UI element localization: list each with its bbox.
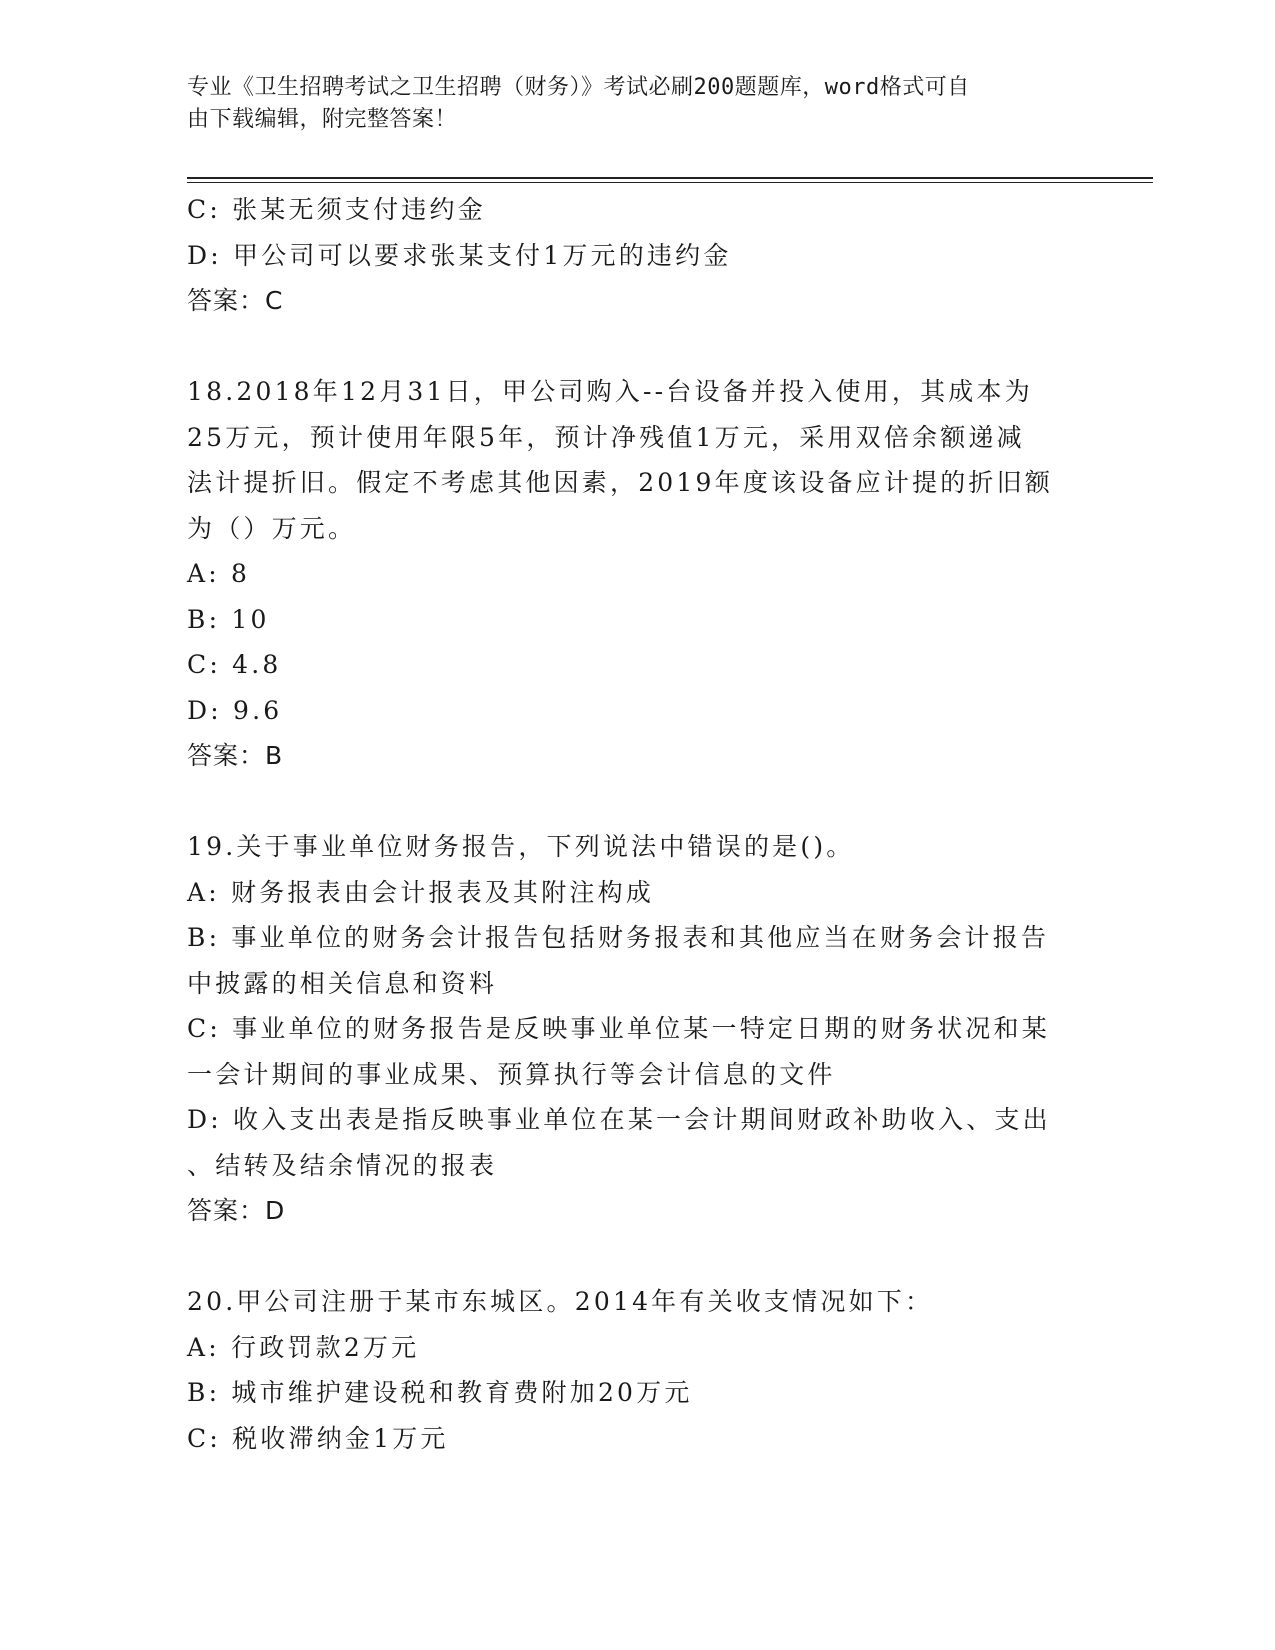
- option-b: B: 10: [187, 604, 270, 634]
- question-stem-line: 18.2018年12月31日，甲公司购入--台设备并投入使用，其成本为: [187, 377, 1033, 406]
- question-17: [187, 187, 1067, 324]
- option-c-line-1: C: 事业单位的财务报告是反映事业单位某一特定日期的财务状况和某: [187, 1014, 1050, 1043]
- option-d: D: 9.6: [187, 695, 283, 725]
- header-divider-thin: [187, 182, 1153, 183]
- option-b-line-1: B: 事业单位的财务会计报告包括财务报表和其他应当在财务会计报告: [187, 923, 1050, 952]
- answer: 答案：B: [187, 741, 284, 770]
- option-d-line-1: D: 收入支出表是指反映事业单位在某一会计期间财政补助收入、支出: [187, 1105, 1051, 1134]
- question-stem-line: 25万元，预计使用年限5年，预计净残值1万元，采用双倍余额递减: [187, 422, 1025, 452]
- option-a: A: 行政罚款2万元: [187, 1332, 420, 1362]
- question-stem: 19.关于事业单位财务报告，下列说法中错误的是()。: [187, 832, 855, 861]
- option-c: C: 张某无须支付违约金: [187, 195, 486, 224]
- question-stem: 20.甲公司注册于某市东城区。2014年有关收支情况如下：: [187, 1287, 934, 1316]
- header-line-1: 专业《卫生招聘考试之卫生招聘（财务）》考试必刷200题题库，word格式可自: [187, 75, 970, 100]
- question-20: [187, 1279, 1067, 1461]
- document-header: [187, 72, 1067, 136]
- option-b: B: 城市维护建设税和教育费附加20万元: [187, 1378, 693, 1407]
- answer: 答案：C: [187, 286, 284, 315]
- header-divider-thick: [187, 177, 1153, 179]
- option-b-line-2: 中披露的相关信息和资料: [187, 968, 498, 998]
- document-body: [187, 187, 1067, 1461]
- option-c-line-2: 一会计期间的事业成果、预算执行等会计信息的文件: [187, 1059, 836, 1089]
- option-d-line-2: 、结转及结余情况的报表: [187, 1150, 498, 1180]
- question-stem-line: 法计提折旧。假定不考虑其他因素，2019年度该设备应计提的折旧额: [187, 468, 1054, 497]
- option-a: A: 8: [187, 559, 251, 588]
- option-d: D: 甲公司可以要求张某支付1万元的违约金: [187, 240, 732, 270]
- option-c: C: 税收滞纳金1万元: [187, 1423, 449, 1453]
- question-19: [187, 824, 1067, 1234]
- question-18: [187, 369, 1067, 779]
- question-stem-line: 为（）万元。: [187, 513, 357, 543]
- option-a: A: 财务报表由会计报表及其附注构成: [187, 877, 655, 907]
- header-line-2: 由下载编辑，附完整答案！: [187, 107, 458, 132]
- option-c: C: 4.8: [187, 650, 282, 679]
- answer: 答案：D: [187, 1196, 286, 1225]
